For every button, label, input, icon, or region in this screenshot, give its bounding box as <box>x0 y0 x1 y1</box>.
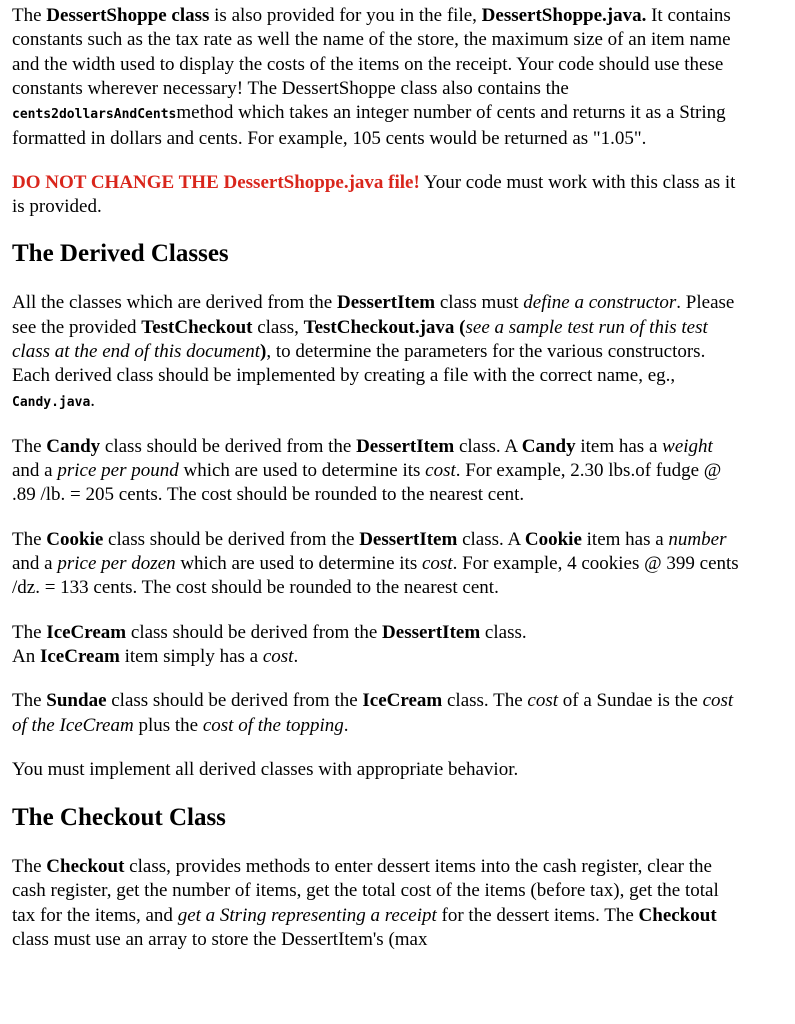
text: . For example, 4 cookies @ 399 cents /dz. = 133 cents. The cost should be rounded to the nearest cent. <box>12 553 739 599</box>
italic-term: cost of the topping <box>202 714 344 736</box>
paragraph-implement-all <box>12 758 742 782</box>
paragraph-sundae-class <box>12 689 742 738</box>
text: item has a <box>581 528 669 550</box>
bold-term: DessertItem <box>359 528 458 550</box>
text: Your code must work with this class as it is provided. <box>12 171 736 218</box>
italic-term: see a sample test run of this test class at the end of this document <box>12 316 708 362</box>
text: . <box>293 645 299 667</box>
paragraph-cookie-class <box>12 528 742 601</box>
text: class must <box>435 292 524 314</box>
italic-term: cost <box>262 645 294 667</box>
inline-code: Candy.java <box>12 394 91 410</box>
text: of a Sundae is the <box>558 690 703 712</box>
paragraph-dessertshoppe-intro <box>12 4 742 152</box>
inline-code: cents2dollarsAndCents <box>12 107 177 123</box>
heading-derived-classes: The Derived Classes <box>12 240 229 268</box>
text: class should be derived from the <box>103 528 360 550</box>
text: . <box>343 714 349 736</box>
italic-term: weight <box>662 435 713 457</box>
text: class. A <box>454 435 522 457</box>
text: . <box>90 389 96 411</box>
text: The <box>12 690 47 712</box>
bold-term: Checkout <box>638 904 717 926</box>
bold-term: Cookie <box>46 528 104 550</box>
bold-term: Cookie <box>524 528 582 550</box>
heading-checkout-class: The Checkout Class <box>12 804 226 832</box>
bold-term: DessertShoppe.java. <box>481 5 647 26</box>
italic-term: define a constructor <box>523 292 677 314</box>
text: The <box>12 435 47 457</box>
text: . Please see the provided <box>12 292 735 338</box>
text: class must use an array to store the DessertItem's (max <box>12 929 428 951</box>
text: The <box>12 528 47 550</box>
bold-term: DessertItem <box>382 621 481 643</box>
italic-term: number <box>668 528 727 550</box>
bold-term: IceCream <box>39 645 120 667</box>
text: plus the <box>133 714 203 736</box>
bold-term: ) <box>260 340 267 362</box>
italic-term: price per dozen <box>57 553 176 575</box>
italic-term: cost <box>425 460 456 482</box>
text: and a <box>12 553 58 575</box>
italic-term: cost <box>421 553 453 575</box>
text: The <box>12 5 47 26</box>
text: . For example, 2.30 lbs.of fudge @ .89 /lb. = 205 cents. The cost should be rounded to the nearest cent. <box>12 460 722 506</box>
text: method which takes an integer number of cents and returns it as a String formatted in dollars and cents. For example, 105 cents would be returned as "1.05". <box>12 102 726 150</box>
paragraph-do-not-change-warning <box>12 171 742 220</box>
bold-term: TestCheckout <box>141 316 253 338</box>
bold-term: Sundae <box>46 690 107 712</box>
text: class. The <box>442 690 528 712</box>
text: class, provides methods to enter dessert items into the cash register, clear the cash register, get the number of items, get the total cost of the items (before tax), get the total tax for the items, and <box>12 856 719 926</box>
text: An <box>12 645 40 667</box>
warning-text: DO NOT CHANGE THE DessertShoppe.java file! <box>12 171 420 193</box>
bold-term: Candy <box>46 435 101 457</box>
text: and a <box>12 460 58 482</box>
italic-term: cost of the IceCream <box>12 690 734 736</box>
bold-term: Candy <box>521 435 576 457</box>
text: which are used to determine its <box>175 553 422 575</box>
text: which are used to determine its <box>178 460 426 482</box>
text: You must implement all derived classes with appropriate behavior. <box>12 758 519 780</box>
paragraph-checkout-intro <box>12 855 742 952</box>
text: for the dessert items. The <box>436 904 639 926</box>
text: All the classes which are derived from the <box>12 292 337 314</box>
bold-term: IceCream <box>46 621 127 643</box>
italic-term: get a String representing a receipt <box>177 904 437 926</box>
bold-term: Checkout <box>46 856 125 878</box>
italic-term: cost <box>527 690 558 712</box>
bold-term: DessertItem <box>356 435 455 457</box>
text: item has a <box>575 435 663 457</box>
bold-term: TestCheckout.java ( <box>303 316 466 338</box>
text: class should be derived from the <box>126 621 383 643</box>
bold-term: IceCream <box>362 690 443 712</box>
paragraph-candy-class <box>12 435 742 508</box>
paragraph-derived-intro <box>12 291 742 414</box>
bold-term: DessertShoppe class <box>46 5 210 26</box>
text: class. <box>480 621 527 643</box>
text: class should be derived from the <box>106 690 363 712</box>
text: class, <box>252 316 304 338</box>
paragraph-icecream-class <box>12 621 742 670</box>
text: , to determine the parameters for the various constructors. Each derived class should be implemented by creating a file with the correct name, eg., <box>12 340 706 387</box>
text: The <box>12 856 47 878</box>
text: item simply has a <box>119 645 263 667</box>
text: class. A <box>457 528 525 550</box>
italic-term: price per pound <box>57 460 179 482</box>
text: The <box>12 621 47 643</box>
text: is also provided for you in the file, <box>209 5 482 26</box>
text: It contains constants such as the tax rate as well the name of the store, the maximum size of an item name and the width used to display the costs of the items on the receipt. Your code should use these constants wherever necessary! The DessertShoppe class also contains the <box>12 5 731 99</box>
bold-term: DessertItem <box>337 292 436 314</box>
text: class should be derived from the <box>100 435 357 457</box>
